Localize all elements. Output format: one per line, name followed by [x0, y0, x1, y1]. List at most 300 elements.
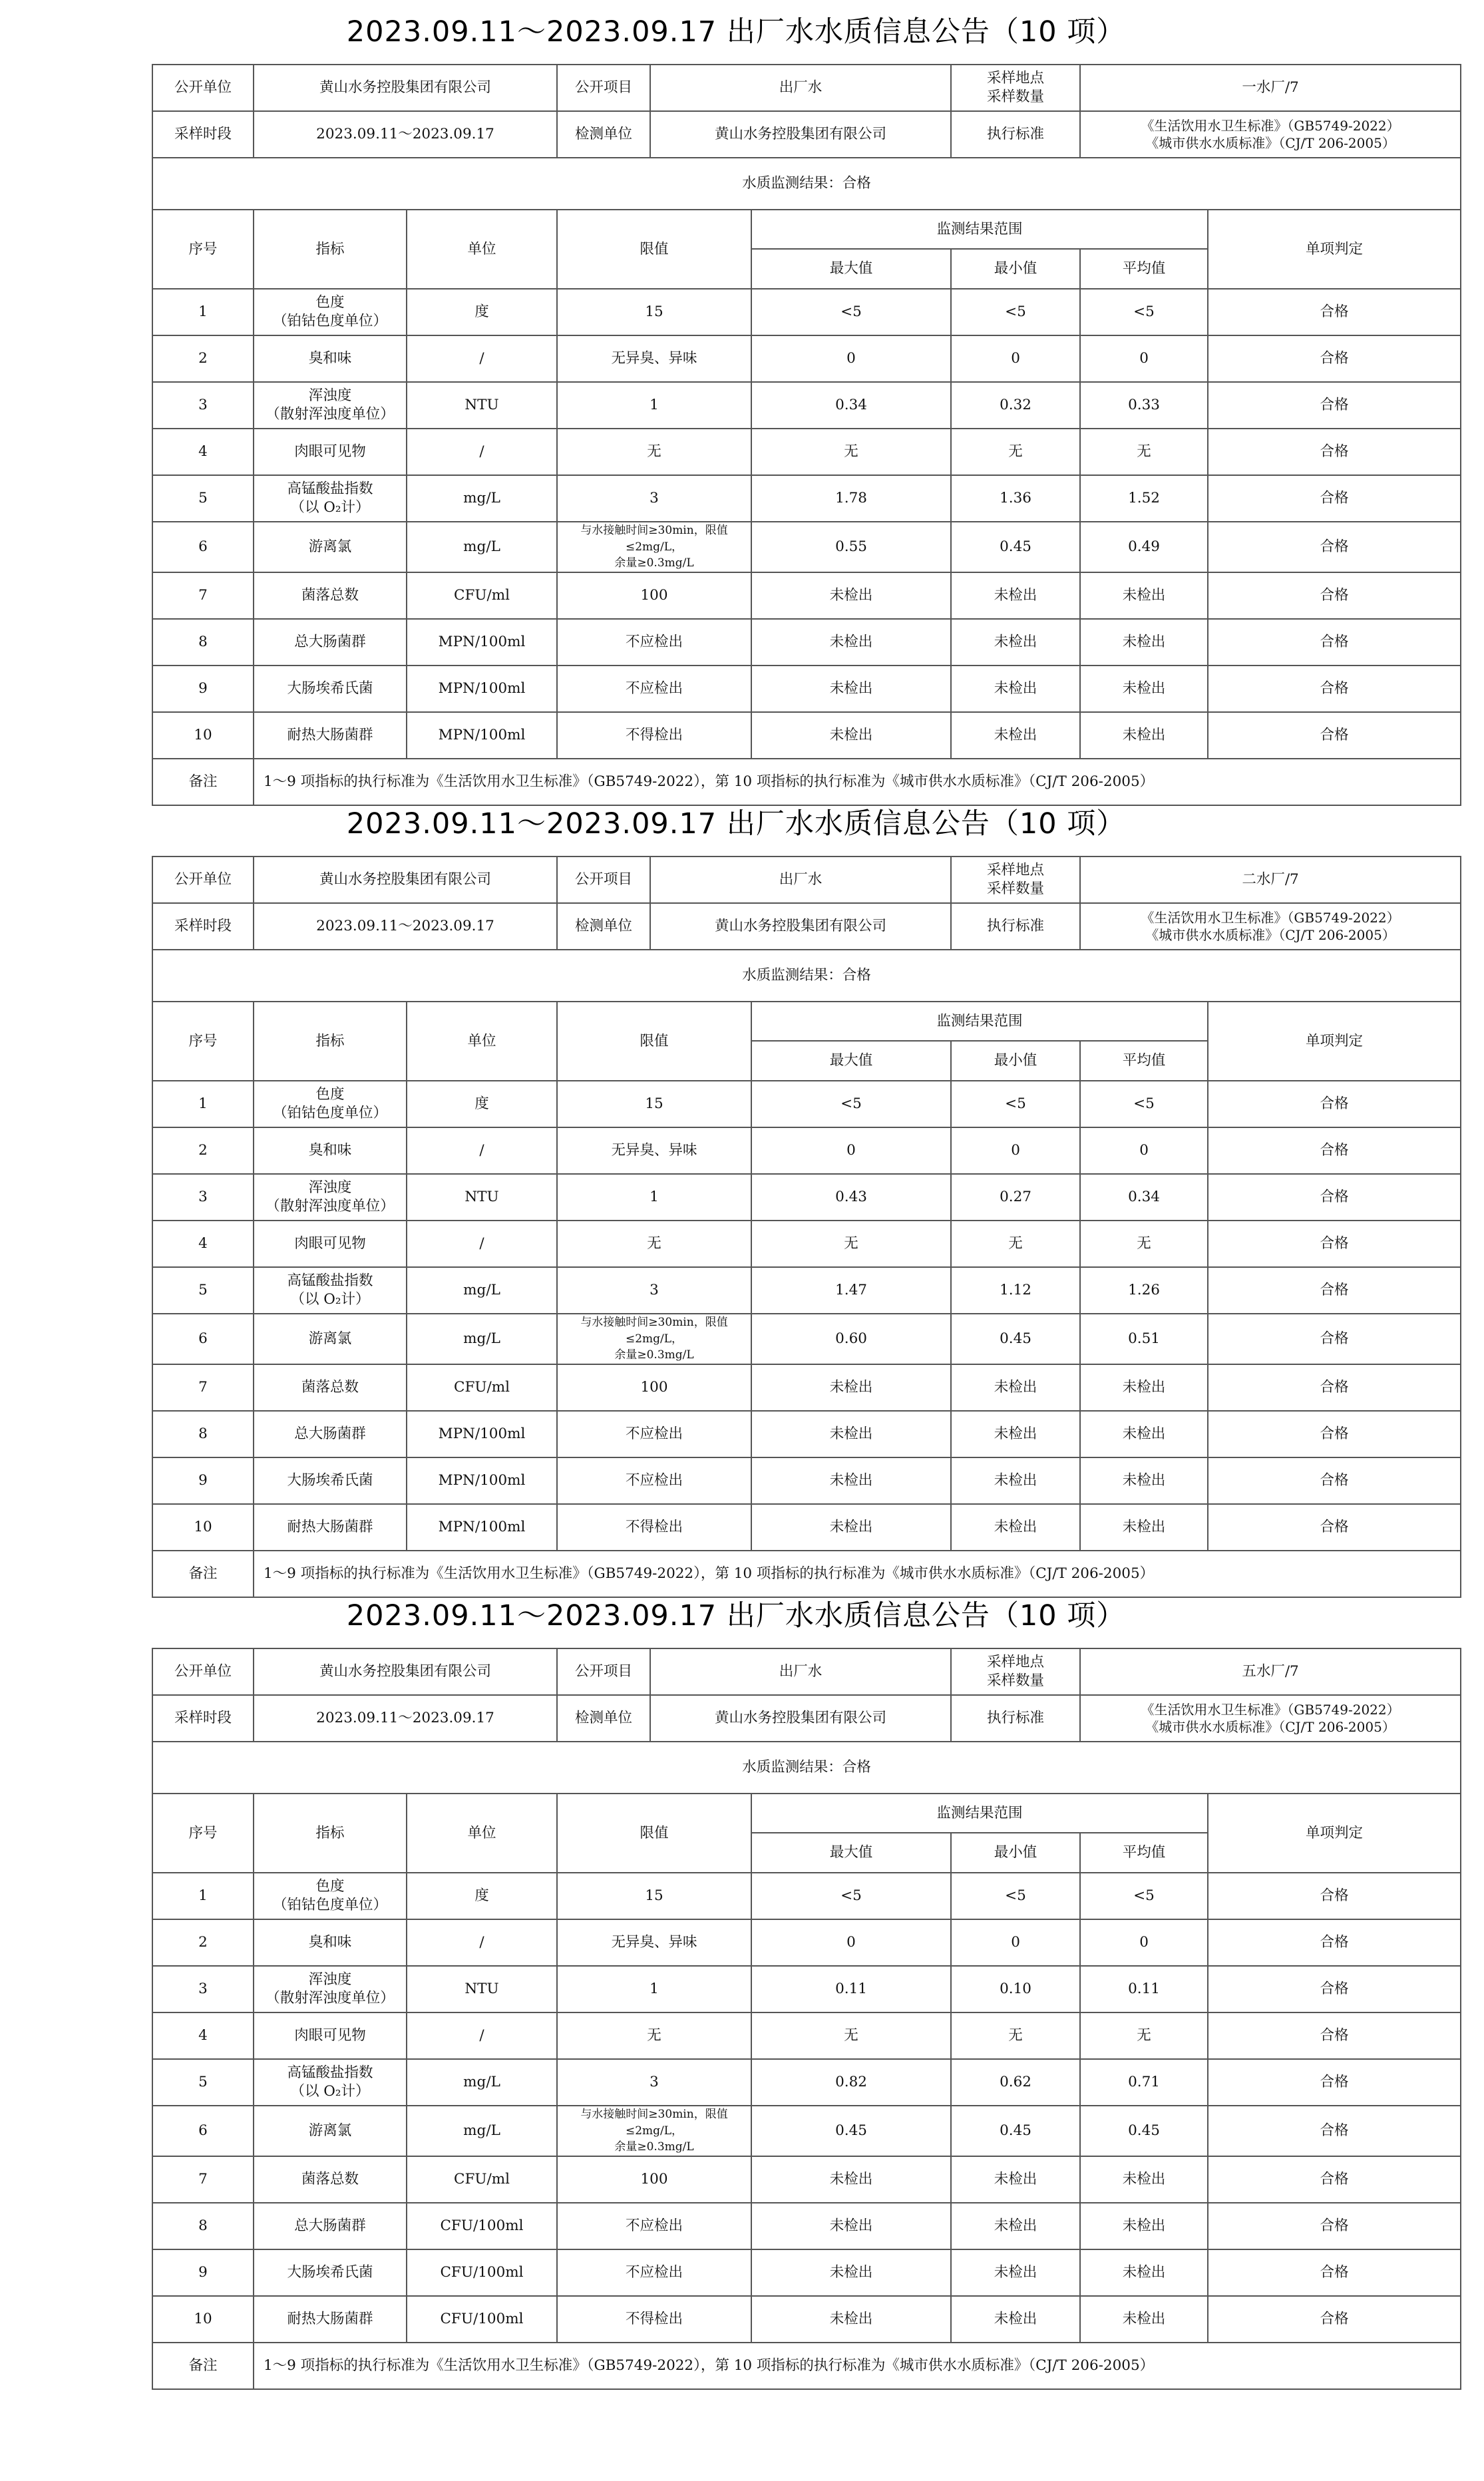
row-no: 1 [152, 1081, 254, 1127]
row-max: 未检出 [751, 1457, 951, 1504]
publisher-value: 黄山水务控股集团有限公司 [254, 65, 557, 111]
row-unit: mg/L [407, 1314, 557, 1364]
header-min: 最小值 [951, 1041, 1080, 1081]
standard-value: 《生活饮用水卫生标准》（GB5749-2022） 《城市供水水质标准》（CJ/T 206-2005） [1080, 903, 1461, 950]
table-row [152, 2106, 1461, 2156]
row-indicator: 色度 （铂钴色度单位） [254, 1081, 407, 1127]
row-max: 未检出 [751, 2249, 951, 2296]
result-row [152, 1742, 1461, 1794]
meta-row-period [152, 111, 1461, 158]
item-value: 出厂水 [650, 65, 951, 111]
row-avg: <5 [1080, 1873, 1208, 1919]
row-unit: / [407, 429, 557, 475]
row-limit: 15 [557, 1873, 751, 1919]
row-unit: mg/L [407, 475, 557, 522]
row-avg: 0.71 [1080, 2059, 1208, 2106]
row-limit: 1 [557, 382, 751, 429]
item-label: 公开项目 [557, 857, 650, 903]
row-indicator: 耐热大肠菌群 [254, 712, 407, 759]
header-no: 序号 [152, 210, 254, 289]
row-indicator: 耐热大肠菌群 [254, 1504, 407, 1551]
header-max: 最大值 [751, 249, 951, 289]
row-min: 0.27 [951, 1174, 1080, 1221]
row-avg: 0 [1080, 1919, 1208, 1966]
notice-title: 2023.09.11～2023.09.17 出厂水水质信息公告（10 项） [346, 15, 1126, 49]
meta-row-publisher [152, 857, 1461, 903]
row-indicator: 游离氯 [254, 522, 407, 572]
row-no: 9 [152, 1457, 254, 1504]
row-indicator: 臭和味 [254, 335, 407, 382]
period-value: 2023.09.11～2023.09.17 [254, 111, 557, 158]
header-judge: 单项判定 [1208, 1002, 1461, 1081]
header-range: 监测结果范围 [751, 210, 1208, 249]
row-judge: 合格 [1208, 1966, 1461, 2012]
row-avg: 未检出 [1080, 2156, 1208, 2203]
row-limit: 无 [557, 1221, 751, 1267]
standard-value: 《生活饮用水卫生标准》（GB5749-2022） 《城市供水水质标准》（CJ/T 206-2005） [1080, 1695, 1461, 1742]
header-no: 序号 [152, 1794, 254, 1873]
row-avg: 0 [1080, 335, 1208, 382]
row-avg: 0 [1080, 1127, 1208, 1174]
row-judge: 合格 [1208, 1873, 1461, 1919]
row-unit: 度 [407, 289, 557, 335]
row-unit: MPN/100ml [407, 619, 557, 666]
table-row [152, 289, 1461, 335]
row-unit: / [407, 335, 557, 382]
row-no: 7 [152, 572, 254, 619]
row-limit: 不应检出 [557, 2249, 751, 2296]
row-indicator: 浑浊度 （散射浑浊度单位） [254, 382, 407, 429]
row-indicator: 总大肠菌群 [254, 1411, 407, 1457]
row-min: 未检出 [951, 2296, 1080, 2343]
table-row [152, 572, 1461, 619]
header-limit: 限值 [557, 1794, 751, 1873]
table-row [152, 2156, 1461, 2203]
header-indicator: 指标 [254, 210, 407, 289]
site-label: 采样地点 采样数量 [951, 1648, 1080, 1695]
header-min: 最小值 [951, 1833, 1080, 1873]
row-indicator: 菌落总数 [254, 572, 407, 619]
site-label: 采样地点 采样数量 [951, 65, 1080, 111]
row-min: 无 [951, 1221, 1080, 1267]
item-label: 公开项目 [557, 65, 650, 111]
row-no: 2 [152, 1919, 254, 1966]
row-min: 0 [951, 335, 1080, 382]
row-judge: 合格 [1208, 382, 1461, 429]
header-judge: 单项判定 [1208, 210, 1461, 289]
row-min: 0 [951, 1127, 1080, 1174]
monitoring-result: 水质监测结果：合格 [152, 1742, 1461, 1794]
row-min: 未检出 [951, 1411, 1080, 1457]
row-limit: 无 [557, 2012, 751, 2059]
header-unit: 单位 [407, 210, 557, 289]
standard-label: 执行标准 [951, 1695, 1080, 1742]
row-judge: 合格 [1208, 1457, 1461, 1504]
row-unit: mg/L [407, 2106, 557, 2156]
row-limit: 100 [557, 1364, 751, 1411]
table-row [152, 1364, 1461, 1411]
row-judge: 合格 [1208, 522, 1461, 572]
row-judge: 合格 [1208, 572, 1461, 619]
note-label: 备注 [152, 2343, 254, 2389]
row-judge: 合格 [1208, 1919, 1461, 1966]
row-avg: 未检出 [1080, 2249, 1208, 2296]
row-unit: MPN/100ml [407, 666, 557, 712]
row-judge: 合格 [1208, 2156, 1461, 2203]
row-min: 0.10 [951, 1966, 1080, 2012]
row-unit: CFU/ml [407, 572, 557, 619]
note-text: 1～9 项指标的执行标准为《生活饮用水卫生标准》（GB5749-2022），第 10 项指标的执行标准为《城市供水水质标准》（CJ/T 206-2005） [254, 759, 1461, 805]
row-unit: CFU/100ml [407, 2249, 557, 2296]
table-row [152, 522, 1461, 572]
row-unit: MPN/100ml [407, 1411, 557, 1457]
row-no: 5 [152, 2059, 254, 2106]
row-judge: 合格 [1208, 2249, 1461, 2296]
item-label: 公开项目 [557, 1648, 650, 1695]
row-limit: 不应检出 [557, 619, 751, 666]
row-unit: MPN/100ml [407, 1457, 557, 1504]
row-no: 9 [152, 2249, 254, 2296]
table-row [152, 2012, 1461, 2059]
row-judge: 合格 [1208, 1267, 1461, 1314]
row-limit: 与水接触时间≥30min，限值≤2mg/L， 余量≥0.3mg/L [557, 2106, 751, 2156]
row-avg: 0.45 [1080, 2106, 1208, 2156]
monitoring-result: 水质监测结果：合格 [152, 950, 1461, 1002]
row-unit: / [407, 1221, 557, 1267]
row-unit: mg/L [407, 1267, 557, 1314]
row-indicator: 游离氯 [254, 2106, 407, 2156]
table-row [152, 1457, 1461, 1504]
tester-value: 黄山水务控股集团有限公司 [650, 1695, 951, 1742]
row-unit: / [407, 1919, 557, 1966]
meta-row-period [152, 1695, 1461, 1742]
row-limit: 无异臭、异味 [557, 1127, 751, 1174]
table-row [152, 2059, 1461, 2106]
site-value: 五水厂/7 [1080, 1648, 1461, 1695]
row-limit: 100 [557, 572, 751, 619]
row-limit: 无 [557, 429, 751, 475]
row-unit: CFU/100ml [407, 2203, 557, 2249]
tester-label: 检测单位 [557, 903, 650, 950]
table-row [152, 619, 1461, 666]
table-row [152, 1174, 1461, 1221]
row-max: 0.55 [751, 522, 951, 572]
row-limit: 15 [557, 289, 751, 335]
row-no: 10 [152, 712, 254, 759]
row-avg: 未检出 [1080, 1457, 1208, 1504]
tester-value: 黄山水务控股集团有限公司 [650, 111, 951, 158]
row-max: 未检出 [751, 1411, 951, 1457]
row-limit: 无异臭、异味 [557, 1919, 751, 1966]
row-unit: NTU [407, 1174, 557, 1221]
row-unit: / [407, 2012, 557, 2059]
row-judge: 合格 [1208, 2203, 1461, 2249]
row-indicator: 总大肠菌群 [254, 619, 407, 666]
row-limit: 3 [557, 2059, 751, 2106]
row-unit: MPN/100ml [407, 712, 557, 759]
period-value: 2023.09.11～2023.09.17 [254, 903, 557, 950]
standard-label: 执行标准 [951, 111, 1080, 158]
row-unit: 度 [407, 1873, 557, 1919]
row-avg: 0.34 [1080, 1174, 1208, 1221]
monitoring-result: 水质监测结果：合格 [152, 158, 1461, 210]
water-quality-table [152, 64, 1461, 806]
header-avg: 平均值 [1080, 1833, 1208, 1873]
table-row [152, 1127, 1461, 1174]
row-indicator: 色度 （铂钴色度单位） [254, 289, 407, 335]
row-indicator: 大肠埃希氏菌 [254, 666, 407, 712]
row-min: 0 [951, 1919, 1080, 1966]
publisher-value: 黄山水务控股集团有限公司 [254, 857, 557, 903]
table-row [152, 335, 1461, 382]
row-indicator: 菌落总数 [254, 1364, 407, 1411]
row-indicator: 大肠埃希氏菌 [254, 1457, 407, 1504]
table-row [152, 666, 1461, 712]
standard-label: 执行标准 [951, 903, 1080, 950]
row-indicator: 臭和味 [254, 1127, 407, 1174]
header-max: 最大值 [751, 1041, 951, 1081]
row-min: 0.62 [951, 2059, 1080, 2106]
row-max: 0 [751, 335, 951, 382]
header-avg: 平均值 [1080, 249, 1208, 289]
row-no: 6 [152, 1314, 254, 1364]
header-limit: 限值 [557, 210, 751, 289]
note-text: 1～9 项指标的执行标准为《生活饮用水卫生标准》（GB5749-2022），第 10 项指标的执行标准为《城市供水水质标准》（CJ/T 206-2005） [254, 2343, 1461, 2389]
row-indicator: 总大肠菌群 [254, 2203, 407, 2249]
row-max: <5 [751, 289, 951, 335]
row-indicator: 肉眼可见物 [254, 2012, 407, 2059]
table-row [152, 475, 1461, 522]
row-min: 0.45 [951, 522, 1080, 572]
row-min: 1.12 [951, 1267, 1080, 1314]
row-avg: 无 [1080, 1221, 1208, 1267]
row-no: 4 [152, 429, 254, 475]
row-min: 无 [951, 429, 1080, 475]
water-quality-table [152, 856, 1461, 1598]
row-judge: 合格 [1208, 619, 1461, 666]
row-judge: 合格 [1208, 289, 1461, 335]
result-row [152, 950, 1461, 1002]
row-indicator: 肉眼可见物 [254, 1221, 407, 1267]
row-min: <5 [951, 289, 1080, 335]
row-no: 9 [152, 666, 254, 712]
row-no: 10 [152, 1504, 254, 1551]
row-unit: / [407, 1127, 557, 1174]
row-min: 未检出 [951, 1457, 1080, 1504]
table-row [152, 1221, 1461, 1267]
row-unit: NTU [407, 382, 557, 429]
row-judge: 合格 [1208, 2106, 1461, 2156]
row-avg: 1.52 [1080, 475, 1208, 522]
row-no: 7 [152, 2156, 254, 2203]
row-no: 6 [152, 522, 254, 572]
row-unit: CFU/ml [407, 2156, 557, 2203]
site-value: 一水厂/7 [1080, 65, 1461, 111]
row-min: 1.36 [951, 475, 1080, 522]
table-row [152, 712, 1461, 759]
row-min: 未检出 [951, 1504, 1080, 1551]
row-limit: 不得检出 [557, 1504, 751, 1551]
meta-row-period [152, 903, 1461, 950]
row-max: 1.47 [751, 1267, 951, 1314]
period-label: 采样时段 [152, 903, 254, 950]
row-max: <5 [751, 1081, 951, 1127]
row-judge: 合格 [1208, 2012, 1461, 2059]
row-avg: 1.26 [1080, 1267, 1208, 1314]
row-min: 未检出 [951, 2249, 1080, 2296]
row-limit: 3 [557, 1267, 751, 1314]
row-unit: MPN/100ml [407, 1504, 557, 1551]
row-limit: 100 [557, 2156, 751, 2203]
water-quality-notice [152, 1584, 1400, 2375]
row-avg: 0.11 [1080, 1966, 1208, 2012]
row-unit: CFU/ml [407, 1364, 557, 1411]
row-judge: 合格 [1208, 1174, 1461, 1221]
row-max: 未检出 [751, 666, 951, 712]
row-limit: 与水接触时间≥30min，限值≤2mg/L， 余量≥0.3mg/L [557, 1314, 751, 1364]
row-avg: 0.51 [1080, 1314, 1208, 1364]
row-judge: 合格 [1208, 1411, 1461, 1457]
row-max: 0 [751, 1919, 951, 1966]
row-indicator: 浑浊度 （散射浑浊度单位） [254, 1966, 407, 2012]
row-max: <5 [751, 1873, 951, 1919]
header-judge: 单项判定 [1208, 1794, 1461, 1873]
row-limit: 不应检出 [557, 2203, 751, 2249]
water-quality-table [152, 1648, 1461, 2390]
row-limit: 无异臭、异味 [557, 335, 751, 382]
row-limit: 3 [557, 475, 751, 522]
publisher-label: 公开单位 [152, 65, 254, 111]
row-min: 未检出 [951, 572, 1080, 619]
row-judge: 合格 [1208, 2059, 1461, 2106]
row-max: 未检出 [751, 712, 951, 759]
row-limit: 1 [557, 1966, 751, 2012]
row-avg: 无 [1080, 2012, 1208, 2059]
row-avg: 未检出 [1080, 2296, 1208, 2343]
header-avg: 平均值 [1080, 1041, 1208, 1081]
row-avg: 未检出 [1080, 1504, 1208, 1551]
row-avg: 未检出 [1080, 712, 1208, 759]
period-label: 采样时段 [152, 1695, 254, 1742]
row-limit: 不得检出 [557, 712, 751, 759]
table-row [152, 1873, 1461, 1919]
row-judge: 合格 [1208, 1127, 1461, 1174]
note-label: 备注 [152, 1551, 254, 1597]
row-min: 0.45 [951, 2106, 1080, 2156]
item-value: 出厂水 [650, 1648, 951, 1695]
row-max: 无 [751, 429, 951, 475]
row-avg: 0.33 [1080, 382, 1208, 429]
table-row [152, 1504, 1461, 1551]
row-limit: 不应检出 [557, 1457, 751, 1504]
row-indicator: 菌落总数 [254, 2156, 407, 2203]
row-no: 1 [152, 289, 254, 335]
row-judge: 合格 [1208, 2296, 1461, 2343]
row-max: 0.43 [751, 1174, 951, 1221]
row-unit: NTU [407, 1966, 557, 2012]
table-row [152, 2296, 1461, 2343]
header-unit: 单位 [407, 1002, 557, 1081]
row-min: 未检出 [951, 619, 1080, 666]
note-text: 1～9 项指标的执行标准为《生活饮用水卫生标准》（GB5749-2022），第 10 项指标的执行标准为《城市供水水质标准》（CJ/T 206-2005） [254, 1551, 1461, 1597]
row-judge: 合格 [1208, 1364, 1461, 1411]
tester-label: 检测单位 [557, 111, 650, 158]
standard-value: 《生活饮用水卫生标准》（GB5749-2022） 《城市供水水质标准》（CJ/T 206-2005） [1080, 111, 1461, 158]
row-min: 未检出 [951, 712, 1080, 759]
table-row [152, 1919, 1461, 1966]
row-max: 未检出 [751, 1364, 951, 1411]
row-max: 0.34 [751, 382, 951, 429]
row-max: 0.82 [751, 2059, 951, 2106]
row-min: <5 [951, 1081, 1080, 1127]
row-indicator: 高锰酸盐指数 （以 O₂计） [254, 2059, 407, 2106]
row-no: 3 [152, 382, 254, 429]
table-row [152, 429, 1461, 475]
row-indicator: 臭和味 [254, 1919, 407, 1966]
water-quality-notice [152, 792, 1400, 1583]
row-avg: 未检出 [1080, 1411, 1208, 1457]
header-row [152, 1794, 1461, 1833]
header-max: 最大值 [751, 1833, 951, 1873]
table-row [152, 1314, 1461, 1364]
row-limit: 不应检出 [557, 1411, 751, 1457]
table-row [152, 382, 1461, 429]
tester-label: 检测单位 [557, 1695, 650, 1742]
row-no: 3 [152, 1966, 254, 2012]
publisher-label: 公开单位 [152, 857, 254, 903]
table-row [152, 1081, 1461, 1127]
table-row [152, 1411, 1461, 1457]
row-judge: 合格 [1208, 475, 1461, 522]
row-indicator: 浑浊度 （散射浑浊度单位） [254, 1174, 407, 1221]
row-judge: 合格 [1208, 666, 1461, 712]
period-value: 2023.09.11～2023.09.17 [254, 1695, 557, 1742]
row-min: 未检出 [951, 1364, 1080, 1411]
row-min: 无 [951, 2012, 1080, 2059]
table-row [152, 1966, 1461, 2012]
header-range: 监测结果范围 [751, 1794, 1208, 1833]
notice-title: 2023.09.11～2023.09.17 出厂水水质信息公告（10 项） [346, 1599, 1126, 1632]
table-row [152, 2249, 1461, 2296]
row-max: 未检出 [751, 619, 951, 666]
row-min: 未检出 [951, 2203, 1080, 2249]
row-indicator: 游离氯 [254, 1314, 407, 1364]
row-avg: <5 [1080, 1081, 1208, 1127]
row-judge: 合格 [1208, 429, 1461, 475]
row-limit: 15 [557, 1081, 751, 1127]
row-judge: 合格 [1208, 335, 1461, 382]
row-max: 无 [751, 2012, 951, 2059]
row-limit: 不得检出 [557, 2296, 751, 2343]
row-avg: 未检出 [1080, 619, 1208, 666]
row-no: 5 [152, 1267, 254, 1314]
row-min: 0.32 [951, 382, 1080, 429]
header-indicator: 指标 [254, 1794, 407, 1873]
header-range: 监测结果范围 [751, 1002, 1208, 1041]
row-avg: 未检出 [1080, 1364, 1208, 1411]
row-no: 4 [152, 2012, 254, 2059]
row-no: 10 [152, 2296, 254, 2343]
row-avg: 未检出 [1080, 666, 1208, 712]
row-no: 8 [152, 2203, 254, 2249]
row-indicator: 高锰酸盐指数 （以 O₂计） [254, 1267, 407, 1314]
row-limit: 与水接触时间≥30min，限值≤2mg/L， 余量≥0.3mg/L [557, 522, 751, 572]
tester-value: 黄山水务控股集团有限公司 [650, 903, 951, 950]
water-quality-notice [152, 0, 1400, 791]
row-no: 2 [152, 335, 254, 382]
publisher-label: 公开单位 [152, 1648, 254, 1695]
header-indicator: 指标 [254, 1002, 407, 1081]
